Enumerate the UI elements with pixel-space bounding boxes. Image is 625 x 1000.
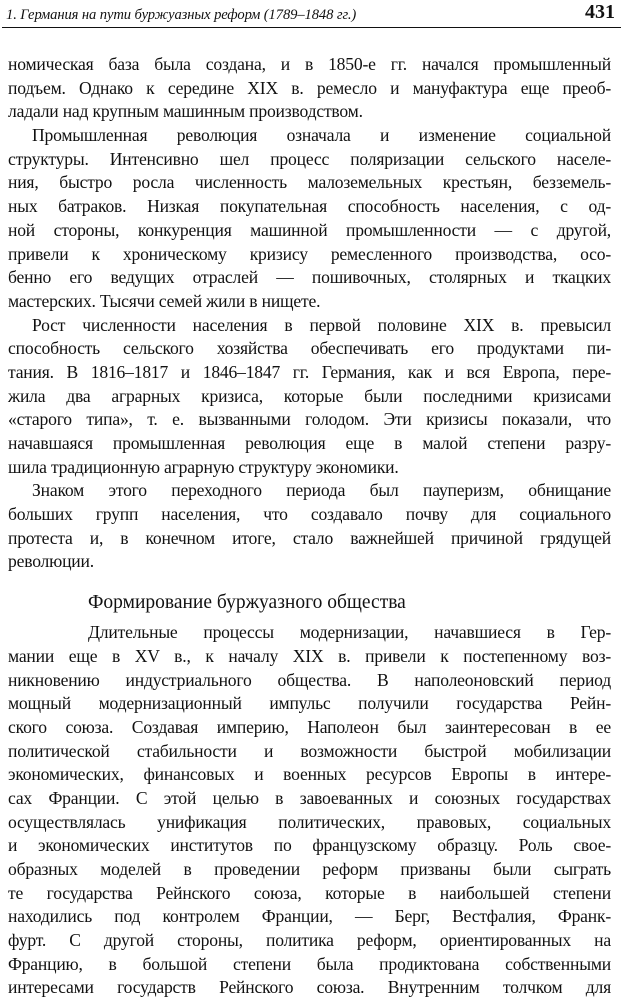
page-number: 431 xyxy=(585,1,615,23)
text-line: ского союза. Создавая империю, Наполеон был заинтересован в ее xyxy=(8,716,611,737)
text-line: революции. xyxy=(8,551,94,572)
text-line: структуры. Интенсивно шел процесс поляризации сельского населе- xyxy=(8,148,611,169)
text-line: бенно его ведущих отраслей — пошивочных, столярных и ткацких xyxy=(8,267,611,288)
text-line: и экономических институтов по французскому образцу. Роль свое- xyxy=(8,835,611,856)
text-line: никновению индустриального общества. В наполеоновский период xyxy=(8,669,611,690)
section-gap xyxy=(8,574,611,589)
text-line: номическая база была создана, и в 1850-е гг. начался промышленный xyxy=(8,54,611,74)
text-line: мастерских. Тысячи семей жили в нищете. xyxy=(8,290,321,311)
text-line: фурт. С другой стороны, политика реформ, ориентированных на xyxy=(8,930,611,951)
text-line: экономических, финансовых и военных ресурсов Европы в интере- xyxy=(8,764,611,785)
text-line: образных моделей в проведении реформ призваны были сыграть xyxy=(8,859,611,879)
text-line: интересами государств Рейнского союза. Внутренним толчком для xyxy=(8,977,611,998)
text-line: Знаком этого переходного периода был пауперизм, обнищание xyxy=(32,480,611,501)
text-line: «старого типа», т. е. вызванными голодом. Эти кризисы показали, что xyxy=(8,409,611,430)
page-header xyxy=(6,2,615,24)
text-line: Францию, в большой степени была продиктована собственными xyxy=(8,953,611,974)
text-line: ных батраков. Низкая покупательная способность населения, с од- xyxy=(8,196,611,217)
running-head: 1. Германия на пути буржуазных реформ (1789–1848 гг.) xyxy=(6,7,357,23)
text-line: Рост численности населения в первой половине XIX в. превысил xyxy=(32,314,611,335)
text-line: мощный модернизационный импульс получили государства Рейн- xyxy=(8,693,611,714)
text-line: ния, быстро росла численность малоземельных крестьян, безземель- xyxy=(8,172,611,193)
text-line: подъем. Однако к середине XIX в. ремесло и мануфактура еще преоб- xyxy=(8,77,611,98)
text-line: шила традиционную аграрную структуру экономики. xyxy=(8,456,399,477)
text-line: те государства Рейнского союза, которые в наибольшей степени xyxy=(8,882,611,903)
text-line: больших групп населения, что создавало почву для социального xyxy=(8,504,611,525)
text-line: начавшаяся промышленная революция еще в малой степени разру- xyxy=(8,433,611,453)
text-line: привели к хроническому кризису ремесленного производства, осо- xyxy=(8,243,611,264)
text-line: политической стабильности и возможности быстрой мобилизации xyxy=(8,740,611,761)
text-line: ладали над крупным машинным производством. xyxy=(8,101,363,122)
text-line: способность сельского хозяйства обеспечивать его продуктами пи- xyxy=(8,338,611,359)
text-line: Длительные процессы модернизации, начавшиеся в Гер- xyxy=(88,622,611,643)
text-line: мании еще в XV в., к началу XIX в. привели к постепенному воз- xyxy=(8,645,611,666)
section-heading: Формирование буржуазного общества xyxy=(88,592,406,614)
body-text xyxy=(8,53,611,1000)
text-line: осуществлялась унификация политических, правовых, социальных xyxy=(8,811,611,832)
text-line: жила два аграрных кризиса, которые были последними кризисами xyxy=(8,385,611,406)
text-line: сах Франции. С этой целью в завоеванных и союзных государствах xyxy=(8,787,611,808)
text-line: находились под контролем Франции, — Берг, Вестфалия, Франк- xyxy=(8,906,611,927)
text-line: протеста и, в конечном итоге, стало важнейшей причиной грядущей xyxy=(8,527,611,548)
text-line: ной стороны, конкуренция машинной промышленности — с другой, xyxy=(8,219,611,240)
header-rule xyxy=(2,27,621,28)
text-line: Промышленная революция означала и изменение социальной xyxy=(32,125,611,146)
text-line: тания. В 1816–1817 и 1846–1847 гг. Германия, как и вся Европа, пере- xyxy=(8,361,611,382)
